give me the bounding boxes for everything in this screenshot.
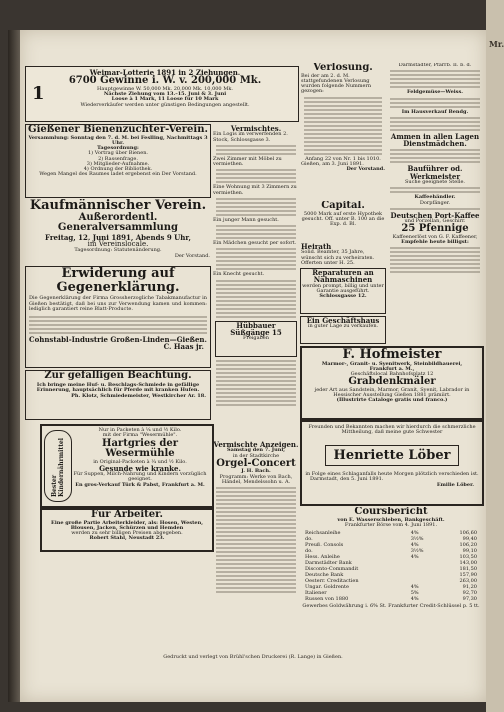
kurs-name: Disconto-Commandit xyxy=(305,566,359,572)
kurs-sub: von E. Wasserschleben, Bankgeschäft. xyxy=(337,516,445,523)
right-line-5: Dienstmädchen. xyxy=(403,139,467,149)
loeber-city: Darmstadt, den 5. Juni 1891. xyxy=(310,476,384,483)
right-line-3: Im Hausverkauf Bendg. xyxy=(401,108,469,115)
vermisch-entry-4: Ein Mädchen gesucht per sofort. xyxy=(213,240,297,247)
anzeigen-date: Samstag den 7. Juni, xyxy=(226,447,286,454)
verlosung-sig: Der Vorstand. xyxy=(346,166,385,172)
vermisch-entry-5: Ein Knecht gesucht. xyxy=(213,271,265,278)
kurs-name: Darmstädter Bank xyxy=(305,560,352,566)
weser-badge-text: Bester Kindernährmittel xyxy=(51,437,65,497)
kaufm-date: Freitag, 12. Juni 1891, Abends 9 Uhr, xyxy=(44,232,191,242)
kurs-rate: 4% xyxy=(410,596,419,602)
lottery-line4: Loose à 1 Mark, 11 Loose für 10 Mark xyxy=(111,96,219,103)
vermisch-entry-2: Eine Wohnung mit 3 Zimmern zu vermiethen. xyxy=(213,184,297,196)
bees-item-2: 2) Rassenfrage. xyxy=(98,155,138,162)
weser-sub2: mit der Firma "Wesermühle". xyxy=(102,432,178,439)
organ-concert-ad xyxy=(212,440,300,654)
kurs-table xyxy=(303,530,479,602)
kurs-name: Deutsche Bank xyxy=(305,572,344,578)
sewing-machine-repair-ad xyxy=(300,268,386,314)
kurs-title: Coursbericht xyxy=(354,506,428,517)
right-line-14: Empfehle heute billigst: xyxy=(401,239,469,246)
verlosung-nums: Anfang 22 von Nr. 1 bis 1010. xyxy=(305,155,381,162)
blacksmith-notice xyxy=(25,370,211,420)
marriage-ad xyxy=(300,242,386,268)
kurs-name: Oesterr. Creditactien xyxy=(305,578,359,584)
kurs-price: 263,00 xyxy=(459,578,477,584)
capital-title: Capital. xyxy=(321,200,365,211)
miscellaneous-column xyxy=(212,124,300,441)
huebbe-title: Hübbauer xyxy=(236,320,276,330)
beachtung-body: Ich bringe meine Huf- u. Beschlags-Schmiede in gefällige Erinnerung, hauptsächlich für Pferde mit kranken Hufen. xyxy=(36,381,200,393)
kurs-rate: 4% xyxy=(410,554,419,560)
capital-ad xyxy=(300,200,386,242)
kaufm-sub: Außerordentl. Generalversammlung xyxy=(57,211,179,234)
reparatur-body: werden prompt, billig und unter Garantie ausgeführt. xyxy=(302,282,384,294)
weser-slogan: Gesunde wie kranke. xyxy=(99,463,181,473)
hubbauer-box xyxy=(215,321,297,357)
kurs-name: do. xyxy=(305,548,313,554)
right-line-1: Darmstädter, Pfarrb. II. b. d. xyxy=(398,62,472,68)
right-line-12: 25 Pfennige xyxy=(401,223,469,235)
spine-text: Mr. xyxy=(489,39,504,49)
verlosung-date: Gießen, am 3. Juni 1891. xyxy=(301,160,364,167)
kurs-price: 103,50 xyxy=(459,554,477,560)
erwiderung-signature: C. Haas jr. xyxy=(163,342,204,352)
loeber-body: in Folge eines Schlaganfalls heute Morgen plötzlich verschieden ist. xyxy=(305,471,479,478)
beachtung-title: Zur gefälligen Beachtung. xyxy=(44,370,192,381)
kurs-name: Italiener xyxy=(305,590,327,596)
obituary-notice xyxy=(300,420,484,506)
bees-sub: Versammlung: Sonntag den 7. d. M. bei Feslling, Nachmittags 3 Uhr. xyxy=(28,134,208,146)
bees-title: Gießener Bienenzüchter-Verein. xyxy=(28,124,208,135)
weser-body: Für Suppen, Milch-Nahrung und Kindern vorzüglich geeignet. xyxy=(73,471,207,483)
raffle-ad xyxy=(300,62,386,214)
bees-end: Wegen Mangel des Raumes ladet ergebenst ein Der Vorstand. xyxy=(39,171,197,178)
anzeigen-title: Vermischte Anzeigen. xyxy=(213,440,299,449)
right-line-10: Deutschen Port-Kaffee xyxy=(390,210,480,220)
geschaeft-body: in guter Lage zu verkaufen. xyxy=(307,323,379,330)
right-line-2: Feldgemüse—Weiss. xyxy=(406,89,464,96)
kurs-rate: 5% xyxy=(410,590,419,596)
right-line-13: Kaffeenerlöst von G. F. Kaffeener, xyxy=(392,233,478,240)
kurs-name: Reichsanleihe xyxy=(305,530,341,536)
erwiderung-company: Cohnstabl-Industrie Großen-Linden—Gießen. xyxy=(29,335,207,345)
beekeeper-ad xyxy=(25,124,211,198)
kurs-rate: 4% xyxy=(410,542,419,548)
hofmeister-title: F. Hofmeister xyxy=(342,347,442,362)
kurs-price: 91,20 xyxy=(462,584,477,590)
heirath-body: Solid. Beamter, 35 Jahre, wünscht sich zu verheiraten. Offerten unter H. 25. xyxy=(301,249,375,266)
next-page-edge xyxy=(486,0,504,712)
arbeiter-body: Eine große Partie Arbeiterkleider, als: Hosen, Westen, Blousen, Jacken, Schürzen und Hemden xyxy=(51,519,203,531)
bees-toc-head: Tagesordnung: xyxy=(97,145,139,151)
kurs-name: Ungar. Goldrente xyxy=(305,584,349,590)
kurs-price: 106,20 xyxy=(459,542,477,548)
verlosung-title: Verlosung. xyxy=(313,62,373,73)
lottery-note: Wiederverkäufer werden unter günstigen Bedingungen angestellt. xyxy=(80,101,250,108)
lottery-line1: 6700 Gewinne i. W. v. 200,000 Mk. xyxy=(68,75,262,87)
merchant-association-ad xyxy=(25,198,211,266)
kurs-foot: Gewerbes Goldwährung i. 6% St. Frankfurter Credit-Schlüssel p. 5 tt. xyxy=(302,603,480,609)
hofmeister-city: Frankfurt a. M., xyxy=(369,365,415,372)
weser-distributor: En gros-Verkauf Türk & Pabst, Frankfurt a. M. xyxy=(75,481,205,488)
bees-item-3: 3) Mitglieder-Aufnahme. xyxy=(86,160,150,167)
hofmeister-sub: Marmor-, Granit- u. Syenitwerk, Steinbildhauerei, xyxy=(321,360,463,367)
kurs-rate: 4% xyxy=(410,584,419,590)
loeber-sig: Emilie Löber. xyxy=(436,481,474,488)
kurs-price: 181,50 xyxy=(459,566,477,572)
huebbe-tag: Freigaben xyxy=(243,335,269,342)
kaufm-toc: Tagesordnung: Statutenänderung. xyxy=(74,247,162,254)
kurs-price: 143,00 xyxy=(459,560,477,566)
arbeiter-title: Für Arbeiter. xyxy=(91,509,163,520)
hofmeister-line: Geschäftslocal Bahnhofsplatz 12 xyxy=(350,371,434,378)
right-line-9: Dorpfänger. xyxy=(419,199,451,206)
kurs-price: 157,90 xyxy=(459,572,477,578)
kurs-sub2: Frankfurter Börse vom 4. Juni 1891. xyxy=(344,521,438,528)
loeber-intro: Freunden und Bekannten machen wir hierdurch die schmerzliche Mittheilung, daß meine gute Schwester xyxy=(308,424,476,436)
capital-body: 5000 Mark auf erste Hypothek gesucht. Off. unter B. 100 an die Exp. d. Bl. xyxy=(301,210,385,227)
vermisch-entry-3: Ein junger Mann gesucht. xyxy=(213,216,279,223)
weser-badge xyxy=(44,430,72,502)
right-line-4: Ammen in allen Lagen xyxy=(390,131,480,141)
kurs-price: 99,40 xyxy=(462,536,477,542)
business-house-ad xyxy=(300,316,386,344)
anzeigen-by: J. H. Bach. xyxy=(241,468,271,475)
bees-item-4: 4) Ordnung der Bibliothek. xyxy=(83,166,153,172)
kurs-name: do. xyxy=(305,536,313,542)
right-line-6: Bauführer od. Werkmeister xyxy=(407,164,463,181)
right-column-ads xyxy=(386,62,484,346)
kaufm-sig: Der Vorstand. xyxy=(174,252,210,259)
kurs-price: 99,10 xyxy=(462,548,477,554)
kurs-name: Preuß. Consols xyxy=(305,542,344,548)
lottery-title: Weimar-Lotterie 1891 in 2 Ziehungen. xyxy=(89,68,241,77)
vermisch-entry-1: Zwei Zimmer mit Möbel zu vermiethen. xyxy=(213,155,282,168)
heirath-title: Heirath xyxy=(301,242,332,251)
hofmeister-big: Grabdenkmäler xyxy=(348,376,436,388)
lottery-ad xyxy=(25,66,299,122)
reparatur-addr: Schlossgasse 12. xyxy=(319,293,367,300)
lottery-line2: Hauptgewinne W. 50,000 Mk. 20,000 Mk. 10,000 Mk. xyxy=(97,85,233,92)
arbeiter-body2: werden zu sehr billigen Preisen abgegeben. xyxy=(71,530,183,536)
bees-item-1: 1) Vortrag über Bienen. xyxy=(87,150,149,157)
huebbe-headline: Süßgänge 15 xyxy=(230,327,282,337)
reparatur-title: Reparaturen an Nähmaschinen xyxy=(312,268,374,285)
vermisch-title: Vermischtes. xyxy=(230,124,282,133)
kurs-rate: 3½% xyxy=(410,548,424,554)
anzeigen-line: in der Stadtkirche xyxy=(232,452,280,459)
beachtung-signature: Ph. Klotz, Schmiedemeister, Westkircher Ar. 18. xyxy=(71,393,206,399)
weser-sub: in Original-Packeten à ¼ und ½ Kilo. xyxy=(93,458,187,465)
right-line-8: Kaffeehändler. xyxy=(414,194,456,201)
reply-statement-ad xyxy=(25,266,211,368)
lottery-line3: Nächste Ziehung vom 13.–15. Juni & 3. Juni xyxy=(103,91,227,98)
anzeigen-program: Programm: Werke von Bach, Händel, Mendelssohn u. A. xyxy=(219,473,293,485)
anzeigen-concert: Orgel-Concert xyxy=(216,457,296,469)
kurs-price: 106,60 xyxy=(459,530,477,536)
verlosung-body: Bei der am 2. d. M. stattgefundenen Verlosung wurden folgende Nummern gezogen: xyxy=(301,72,372,95)
vermisch-first: Ein Logis im verwerfenden 2. Stock, Schlossgasse 3. xyxy=(213,131,288,143)
lottery-big-number: 1 xyxy=(32,83,45,104)
kurs-price: 92,70 xyxy=(462,590,477,596)
arbeiter-signature: Robert Stahl, Neustadt 23. xyxy=(89,535,165,542)
kurs-name: Russen von 1880 xyxy=(305,596,349,602)
hofmeister-note: (Illustrirte Cataloge gratis und franco.) xyxy=(336,397,448,404)
kaufm-title: Kaufmännischer Verein. xyxy=(29,198,207,213)
geschaeft-title: Ein Geschäftshaus xyxy=(306,316,380,325)
kurs-rate: 3½% xyxy=(410,536,424,542)
page-footer: Gedruckt und verlegt von Brühl'schen Druckerei (R. Lange) in Gießen. xyxy=(163,654,343,660)
hofmeister-body: jeder Art aus Sandstein, Marmor, Granit, Syenit, Labrador in Hessischer Ausstellung Gießen 1881 prämiirt. xyxy=(314,386,470,399)
loeber-name: Henriette Löber xyxy=(325,445,459,467)
right-line-11: und Porzellan, Geschirr. xyxy=(404,218,466,225)
right-line-7: Suche geeignete Stelle. xyxy=(404,179,465,186)
workers-clothing-ad xyxy=(40,508,214,552)
kurs-rate: 4% xyxy=(410,530,419,536)
kurs-price: 97,30 xyxy=(462,596,477,602)
stock-report xyxy=(300,506,482,654)
kurs-name: Hess. Anleihe xyxy=(305,554,340,560)
hofmeister-ad xyxy=(300,346,484,420)
weser-title: Hartgries der Wesermühle xyxy=(102,437,178,459)
weser-line1: Nur in Packeten à ¼ und ½ Kilo. xyxy=(98,427,182,433)
kaufm-place: im Vereinslocale. xyxy=(87,239,149,248)
wesermuehle-ad xyxy=(40,424,214,508)
erwiderung-body: Die Gegenerklärung der Firma Grossherzogliche Tabakmanufactur in Gießen bestätigt, daß bei uns zur Verwendung kamen und kommen: lediglich garantiert reine Blatt-Producte. xyxy=(29,295,207,312)
kurs-row xyxy=(303,596,479,602)
erwiderung-title: Erwiderung auf Gegenerklärung. xyxy=(56,266,180,295)
